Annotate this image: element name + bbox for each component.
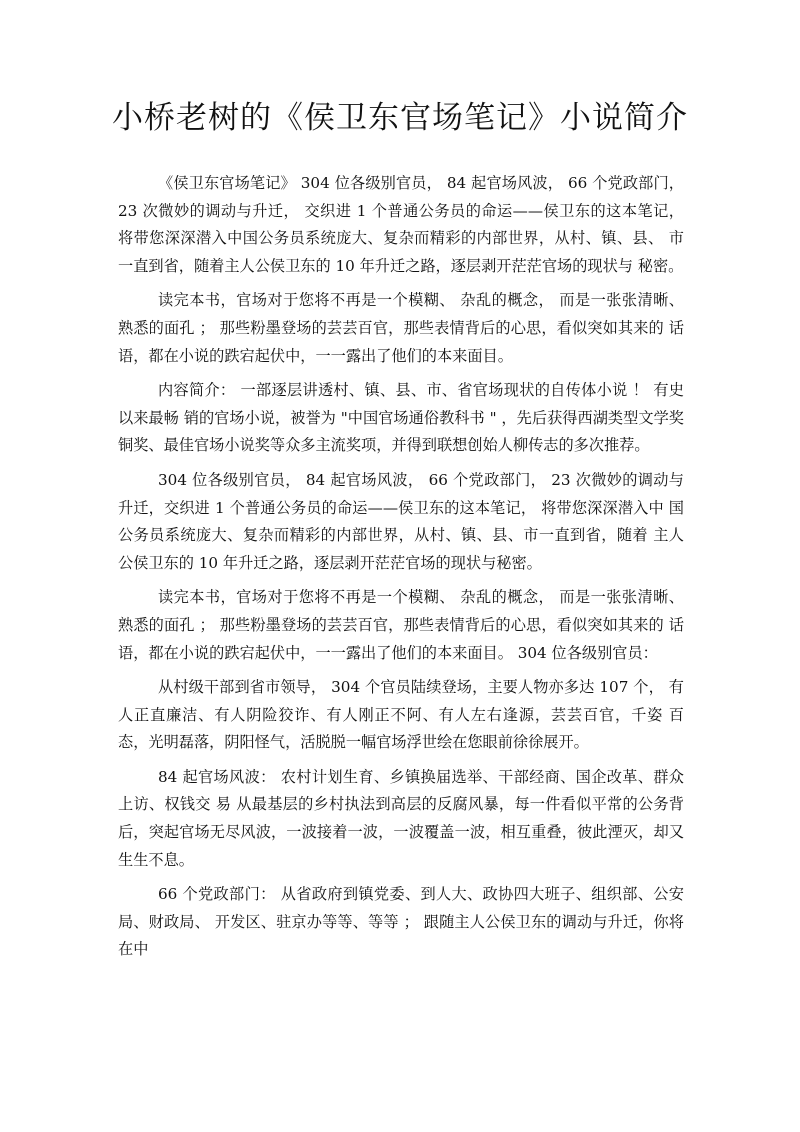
document-title: 小桥老树的《侯卫东官场笔记》小说简介 — [112, 100, 688, 136]
paragraph-departments: 66 个党政部门： 从省政府到镇党委、到人大、政协四大班子、组织部、公安局、财政局、 开发区、驻京办等等、等等 ； 跟随主人公侯卫东的调动与升迁，你将在中 — [118, 885, 684, 959]
paragraph-stats: 304 位各级别官员， 84 起官场风波， 66 个党政部门， 23 次微妙的调动与升迁，交织进 1 个普通公务员的命运——侯卫东的这本笔记， 将带您深深潜入中 国公务员系统庞大、复杂而精彩的内部世界，从村、镇、县、市一直到省，随着 主人公侯卫东的 10 年升迁之路，逐层剥开茫茫官场的现状与秘密。 — [118, 470, 684, 572]
paragraph-reading-2: 读完本书，官场对于您将不再是一个模糊、 杂乱的概念， 而是一张张清晰、 熟悉的面孔 ； 那些粉墨登场的芸芸百官，那些表情背后的心思，看似突如其来的 话语，都在小说的跌宕起伏中，一一露出了他们的本来面目。 304 位各级别官员： — [118, 588, 684, 662]
paragraph-storms: 84 起官场风波： 农村计划生育、乡镇换届选举、干部经商、国企改革、群众上访、权钱交 易 从最基层的乡村执法到高层的反腐风暴，每一件看似平常的公务背后，突起官场无尽风波，一波接着一波，一波覆盖一波，相互重叠，彼此湮灭，却又 生生不息。 — [118, 767, 684, 869]
document-body — [118, 170, 684, 971]
paragraph-intro: 《侯卫东官场笔记》 304 位各级别官员， 84 起官场风波， 66 个党政部门， 23 次微妙的调动与升迁， 交织进 1 个普通公务员的命运——侯卫东的这本笔记， 将带您深深潜入中国公务员系统庞大、复杂而精彩的内部世界，从村、镇、县、 市一直到省，随着主人公侯卫东的 10 年升迁之路，逐层剥开茫茫官场的现状与 秘密。 — [118, 174, 684, 275]
paragraph-summary: 内容简介： 一部逐层讲透村、镇、县、市、省官场现状的自传体小说 ！ 有史以来最畅 销的官场小说，被誉为 "中国官场通俗教科书 " ，先后获得西湖类型文学奖铜奖、最佳官场小说奖等众多主流奖项，并得到联想创始人柳传志的多次推荐。 — [118, 381, 684, 455]
paragraph-officials: 从村级干部到省市领导， 304 个官员陆续登场，主要人物亦多达 107 个， 有人正直廉洁、有人阴险狡诈、有人刚正不阿、有人左右逢源，芸芸百官，千姿 百态，光明磊落，阴阳怪气，活脱脱一幅官场浮世绘在您眼前徐徐展开。 — [118, 678, 684, 752]
paragraph-reading-1: 读完本书，官场对于您将不再是一个模糊、 杂乱的概念， 而是一张张清晰、 熟悉的面孔 ； 那些粉墨登场的芸芸百官，那些表情背后的心思，看似突如其来的 话语，都在小说的跌宕起伏中，一一露出了他们的本来面目。 — [118, 291, 684, 365]
